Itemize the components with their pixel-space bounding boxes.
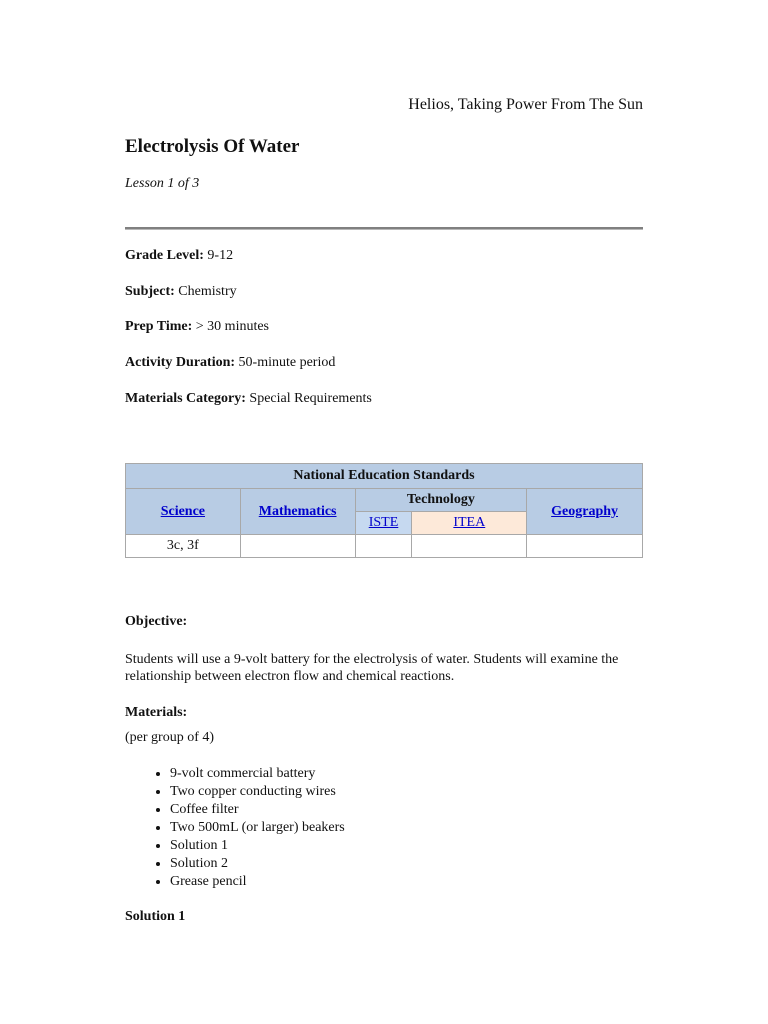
subject-value: Chemistry — [178, 284, 237, 299]
standards-table-title: National Education Standards — [126, 464, 643, 489]
mathematics-link[interactable]: Mathematics — [258, 503, 337, 519]
list-item: • Two copper conducting wires — [170, 783, 345, 801]
subject-label: Subject: — [125, 284, 175, 299]
list-item: • 9-volt commercial battery — [170, 765, 345, 783]
materials-heading: Materials: — [125, 705, 188, 720]
list-item: • Grease pencil — [170, 873, 345, 891]
science-value: 3c, 3f — [126, 535, 241, 558]
itea-link[interactable]: ITEA — [453, 515, 486, 530]
prep-time — [125, 319, 269, 335]
prep-time-label: Prep Time: — [125, 319, 193, 334]
geography-header — [527, 489, 643, 535]
materials-note: (per group of 4) — [125, 730, 215, 745]
itea-header — [412, 512, 527, 535]
standards-table — [125, 463, 643, 558]
series-title: Helios, Taking Power From The Sun — [408, 96, 643, 113]
materials-category — [125, 391, 372, 407]
geography-value — [527, 535, 643, 558]
prep-time-value: > 30 minutes — [195, 319, 270, 334]
iste-header — [355, 512, 412, 535]
grade-level — [125, 248, 233, 264]
itea-value — [412, 535, 527, 558]
objective-text: Students will use a 9-volt battery for the electrolysis of water. Students will examine the relationship between electron flow and chemical reactions. — [125, 652, 619, 684]
subject — [125, 284, 237, 300]
list-item: • Coffee filter — [170, 801, 345, 819]
lesson-indicator: Lesson 1 of 3 — [125, 176, 200, 191]
document-title: Electrolysis Of Water — [125, 136, 300, 157]
grade-level-label: Grade Level: — [125, 248, 204, 263]
materials-category-value: Special Requirements — [249, 391, 372, 406]
objective-heading: Objective: — [125, 614, 188, 629]
activity-duration-value: 50-minute period — [238, 355, 336, 370]
solution-1-heading: Solution 1 — [125, 909, 186, 924]
grade-level-value: 9-12 — [207, 248, 234, 263]
geography-link[interactable]: Geography — [551, 503, 619, 519]
materials-category-label: Materials Category: — [125, 391, 246, 406]
iste-value — [355, 535, 412, 558]
mathematics-value — [240, 535, 355, 558]
iste-link[interactable]: ISTE — [368, 515, 399, 530]
science-link[interactable]: Science — [160, 503, 206, 519]
science-header — [126, 489, 241, 535]
list-item: • Solution 2 — [170, 855, 345, 873]
materials-list — [125, 765, 345, 891]
activity-duration — [125, 355, 335, 371]
list-item: • Solution 1 — [170, 837, 345, 855]
activity-duration-label: Activity Duration: — [125, 355, 236, 370]
list-item: • Two 500mL (or larger) beakers — [170, 819, 345, 837]
technology-header: Technology — [355, 489, 527, 512]
mathematics-header — [240, 489, 355, 535]
horizontal-rule — [125, 227, 643, 230]
